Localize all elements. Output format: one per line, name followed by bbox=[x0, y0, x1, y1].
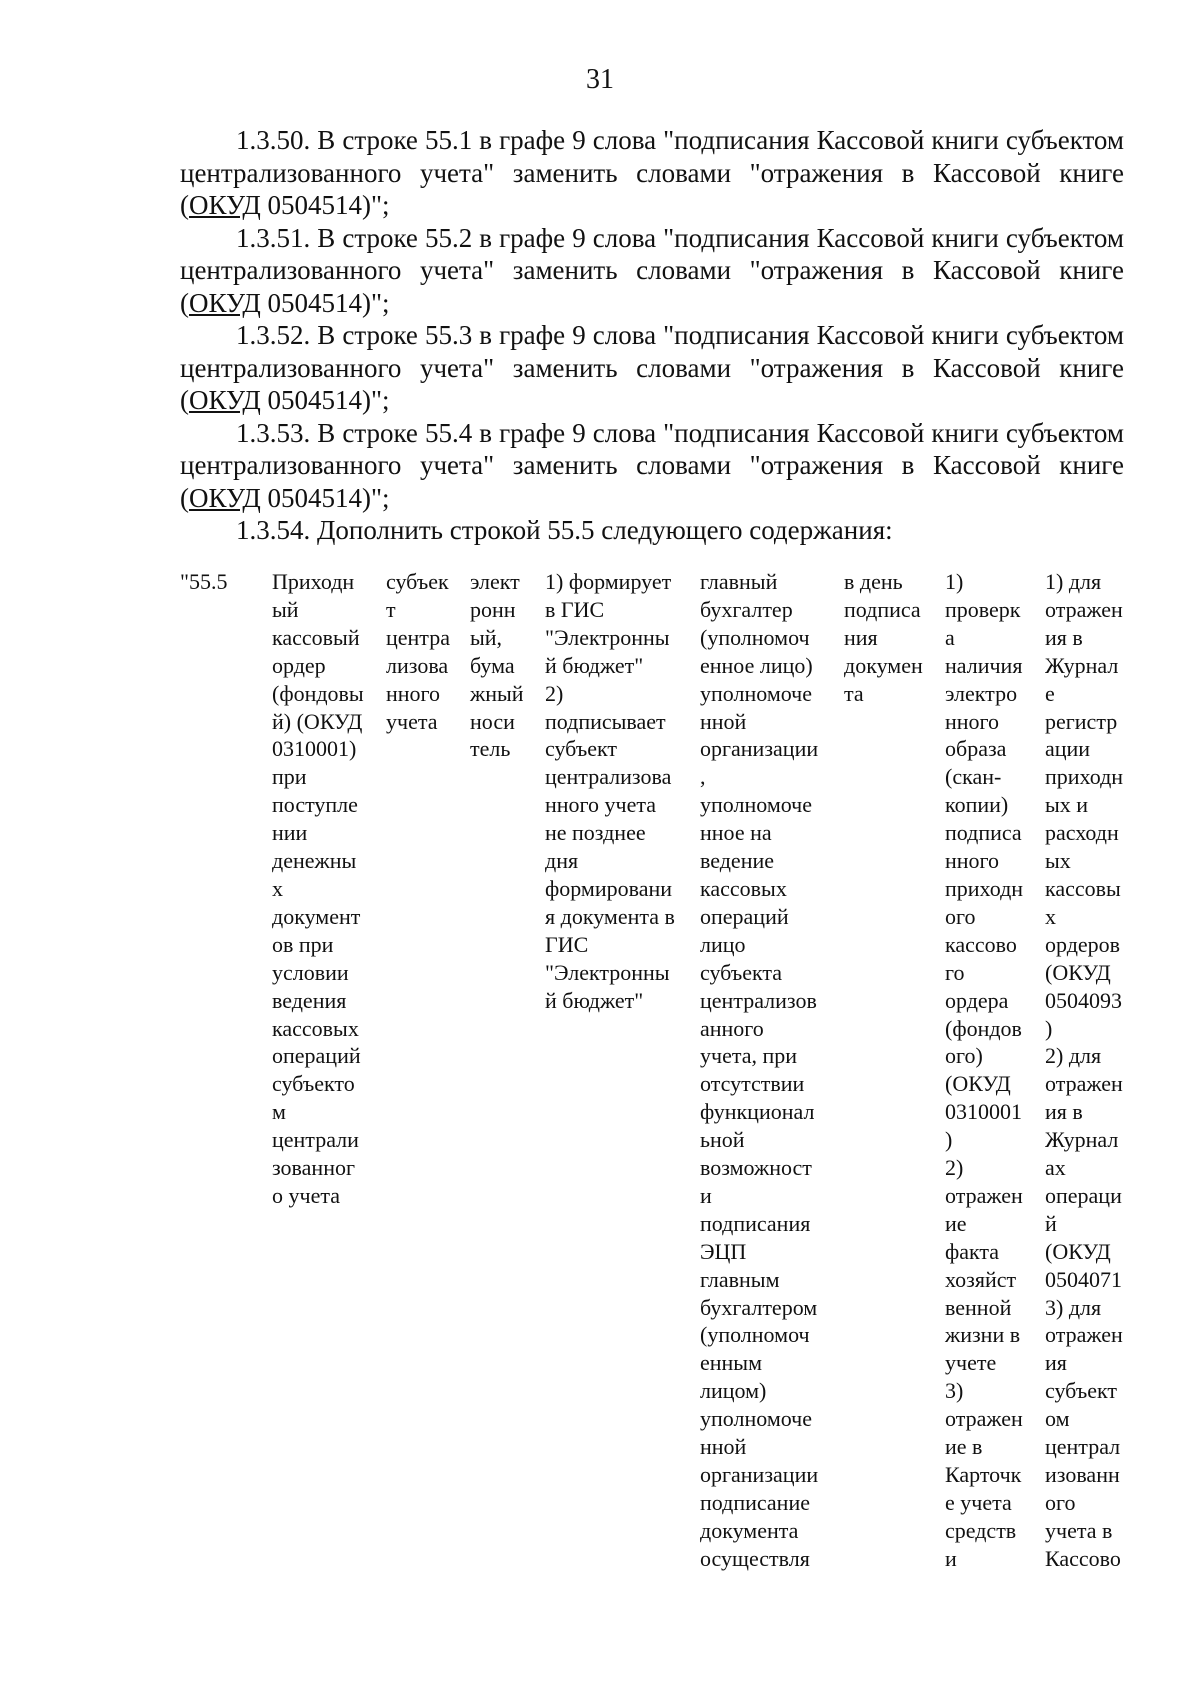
cell-responsible: субъек т центра лизова нного учета bbox=[386, 569, 450, 734]
cell-document-name: Приходн ый кассовый ордер (фондовы й) (ОКУД 0310001) при поступле нии денежны х документ ов при условии ведения кассовых операций субъекто м централи зованног о учета bbox=[272, 569, 364, 1208]
okud-link[interactable]: ОКУД bbox=[189, 385, 261, 415]
okud-link[interactable]: ОКУД bbox=[189, 287, 261, 318]
paragraph-1-3-52 bbox=[180, 319, 1124, 417]
cell-signer: главный бухгалтер (уполномоч енное лицо) уполномоче нной организации , уполномоче нное на ведение кассовых операций лицо субъекта централизов анного учета, при отсутствии функционал ьной возможност и подписания ЭЦП главным бухгалтером (уполномоч енным лицом) уполномоче нной организации подписание документа осуществля bbox=[700, 569, 819, 1571]
cell-deadline: в день подписа ния докумен та bbox=[844, 569, 923, 706]
okud-link[interactable]: ОКУД bbox=[189, 190, 261, 220]
amendment-paragraphs bbox=[180, 124, 1124, 547]
paragraph-text: 1.3.51. В строке 55.2 в графе 9 слова "подписания Кассовой книги субъектом централизованного учета" заменить словами "отражения в Кассовой книге ( bbox=[180, 222, 1124, 318]
paragraph-text: 1.3.53. В строке 55.4 в графе 9 слова "подписания Кассовой книги субъектом централизованного учета" заменить словами "отражения в Кассовой книге ( bbox=[180, 417, 1124, 513]
paragraph-1-3-50 bbox=[180, 124, 1124, 222]
cell-actions: 1) проверк а наличия электро нного образа (скан- копии) подписа нного приходн ого кассово го ордера (фондов ого) (ОКУД 0310001 ) 2) отражен ие факта хозяйст венной жизни в учете 3) отражен ие в Карточк е учета средств и bbox=[945, 569, 1024, 1571]
okud-link[interactable]: ОКУД bbox=[189, 482, 261, 513]
paragraph-1-3-51 bbox=[180, 222, 1124, 320]
paragraph-text-end: 0504514)"; bbox=[260, 385, 390, 415]
paragraph-text-end: 0504514)"; bbox=[260, 482, 390, 513]
paragraph-text-end: 0504514)"; bbox=[260, 190, 390, 220]
paragraph-text: 1.3.54. Дополнить строкой 55.5 следующего содержания: bbox=[236, 515, 893, 545]
cell-row-number: "55.5 bbox=[180, 569, 228, 594]
paragraph-text: 1.3.50. В строке 55.1 в графе 9 слова "подписания Кассовой книги субъектом централизованного учета" заменить словами "отражения в Кассовой книге ( bbox=[180, 125, 1124, 220]
cell-reflection: 1) для отражен ия в Журнал е регистр ации приходн ых и расходн ых кассовы х ордеров (ОКУД 0504093 ) 2) для отражен ия в Журнал ах операци й (ОКУД 0504071 3) для отражен ия субъект ом централ изованн ого учета в Кассово bbox=[1045, 569, 1124, 1571]
cell-formation: 1) формирует в ГИС "Электронны й бюджет" 2) подписывает субъект централизова нного учета не позднее дня формировани я документа в ГИС "Электронны й бюджет" bbox=[545, 569, 675, 1013]
page-number: 31 bbox=[586, 64, 614, 95]
paragraph-text: 1.3.52. В строке 55.3 в графе 9 слова "подписания Кассовой книги субъектом централизованного учета" заменить словами "отражения в Кассовой книге ( bbox=[180, 320, 1124, 415]
paragraph-text-end: 0504514)"; bbox=[260, 287, 390, 318]
cell-media-type: элект ронн ый, бума жный носи тель bbox=[470, 569, 524, 762]
paragraph-1-3-53 bbox=[180, 417, 1124, 515]
paragraph-1-3-54 bbox=[180, 514, 1124, 547]
